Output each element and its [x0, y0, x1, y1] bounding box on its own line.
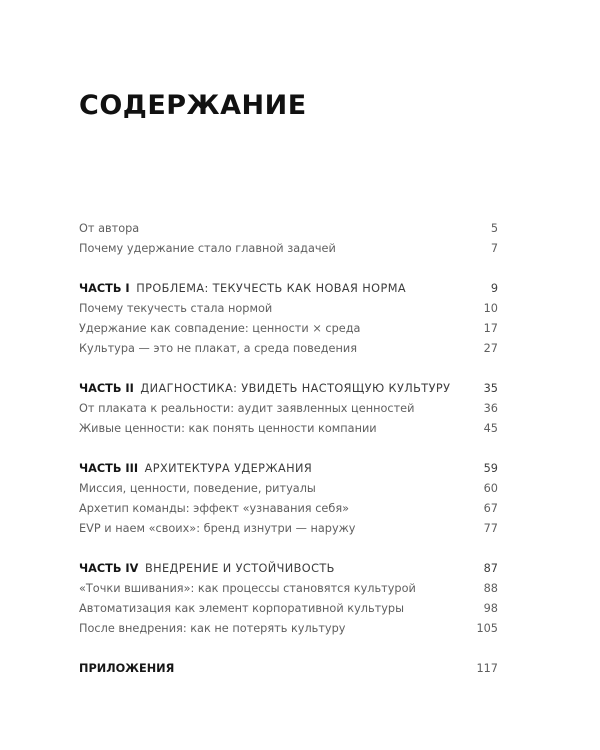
- toc-page-number: 5: [490, 222, 498, 235]
- toc-entry-text: Архетип команды: эффект «узнавания себя»: [79, 502, 350, 515]
- toc-entry-text: Почему удержание стало главной задачей: [79, 242, 336, 255]
- toc-chapter[interactable]: [79, 499, 498, 519]
- toc-part-1[interactable]: [79, 279, 498, 299]
- toc-entry-text: Культура — это не плакат, а среда поведения: [79, 342, 358, 355]
- page-title: СОДЕРЖАНИЕ: [79, 90, 307, 121]
- toc-page-number: 9: [490, 282, 498, 295]
- toc-entry-text: ПРИЛОЖЕНИЯ: [79, 662, 175, 675]
- table-of-contents: [79, 219, 498, 679]
- toc-page-number: 36: [483, 402, 498, 415]
- toc-part-4[interactable]: [79, 559, 498, 579]
- toc-page-number: 10: [483, 302, 498, 315]
- toc-page-number: 7: [490, 242, 498, 255]
- part-label: ЧАСТЬ IV: [79, 562, 139, 575]
- part-label: ЧАСТЬ II: [79, 382, 134, 395]
- toc-page-number: 88: [483, 582, 498, 595]
- toc-chapter[interactable]: [79, 479, 498, 499]
- toc-page-number: 35: [483, 382, 498, 395]
- toc-entry-text: От автора: [79, 222, 140, 235]
- toc-page-number: 117: [476, 662, 498, 675]
- part-title: АРХИТЕКТУРА УДЕРЖАНИЯ: [144, 462, 313, 475]
- section-spacer: [79, 539, 498, 559]
- toc-entry-text: EVP и наем «своих»: бренд изнутри — наружу: [79, 522, 356, 535]
- toc-part-3[interactable]: [79, 459, 498, 479]
- toc-entry-why-retention[interactable]: [79, 239, 498, 259]
- part-label: ЧАСТЬ I: [79, 282, 130, 295]
- toc-page-number: 98: [483, 602, 498, 615]
- section-spacer: [79, 639, 498, 659]
- toc-chapter[interactable]: [79, 339, 498, 359]
- toc-entry-text: Живые ценности: как понять ценности компании: [79, 422, 377, 435]
- toc-entry-text: После внедрения: как не потерять культуру: [79, 622, 346, 635]
- section-spacer: [79, 439, 498, 459]
- toc-chapter[interactable]: [79, 299, 498, 319]
- toc-chapter[interactable]: [79, 319, 498, 339]
- toc-page-number: 105: [476, 622, 498, 635]
- toc-entry-text: Миссия, ценности, поведение, ритуалы: [79, 482, 316, 495]
- toc-page-number: 77: [483, 522, 498, 535]
- toc-chapter[interactable]: [79, 599, 498, 619]
- part-title: ДИАГНОСТИКА: УВИДЕТЬ НАСТОЯЩУЮ КУЛЬТУРУ: [140, 382, 451, 395]
- toc-chapter[interactable]: [79, 399, 498, 419]
- toc-chapter[interactable]: [79, 419, 498, 439]
- toc-entry-text: «Точки вшивания»: как процессы становятся культурой: [79, 582, 416, 595]
- toc-page-number: 45: [483, 422, 498, 435]
- toc-page-number: 27: [483, 342, 498, 355]
- section-spacer: [79, 259, 498, 279]
- toc-entry-author[interactable]: [79, 219, 498, 239]
- toc-chapter[interactable]: [79, 519, 498, 539]
- toc-entry-text: От плаката к реальности: аудит заявленных ценностей: [79, 402, 415, 415]
- toc-page-number: 87: [483, 562, 498, 575]
- toc-page-number: 67: [483, 502, 498, 515]
- part-title: ПРОБЛЕМА: ТЕКУЧЕСТЬ КАК НОВАЯ НОРМА: [136, 282, 406, 295]
- toc-chapter[interactable]: [79, 619, 498, 639]
- part-title: ВНЕДРЕНИЕ И УСТОЙЧИВОСТЬ: [144, 562, 335, 575]
- toc-entry-text: Удержание как совпадение: ценности × среда: [79, 322, 361, 335]
- toc-page-number: 60: [483, 482, 498, 495]
- toc-entry-text: Автоматизация как элемент корпоративной культуры: [79, 602, 405, 615]
- toc-chapter[interactable]: [79, 579, 498, 599]
- toc-appendix[interactable]: [79, 659, 498, 679]
- toc-page-number: 17: [483, 322, 498, 335]
- toc-page-number: 59: [483, 462, 498, 475]
- part-label: ЧАСТЬ III: [79, 462, 139, 475]
- toc-part-2[interactable]: [79, 379, 498, 399]
- toc-entry-text: Почему текучесть стала нормой: [79, 302, 273, 315]
- section-spacer: [79, 359, 498, 379]
